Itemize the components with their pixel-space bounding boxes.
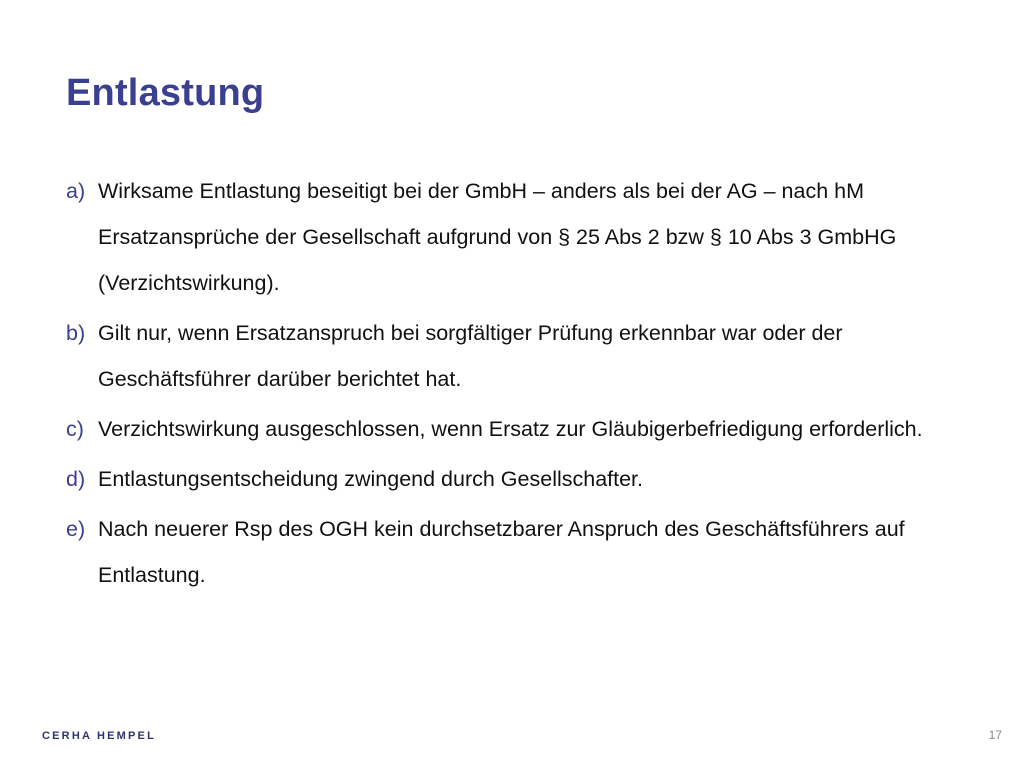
list-marker: d) (66, 467, 86, 491)
list-item-text: Gilt nur, wenn Ersatzanspruch bei sorgfältiger Prüfung erkennbar war oder der Geschäftsführer darüber berichtet hat. (98, 321, 843, 391)
list-item-text: Entlastungsentscheidung zwingend durch Gesellschafter. (98, 467, 644, 491)
list-marker: c) (66, 417, 84, 441)
list-item-text: Wirksame Entlastung beseitigt bei der GmbH – anders als bei der AG – nach hM Ersatzansprüche der Gesellschaft aufgrund von § 25 Abs 2 bzw § 10 Abs 3 GmbHG (Verzichtswirkung). (98, 179, 897, 295)
list-marker: b) (66, 321, 86, 345)
company-logo: CERHA HEMPEL (42, 730, 156, 742)
list-item-text: Nach neuerer Rsp des OGH kein durchsetzbarer Anspruch des Geschäftsführers auf Entlastung. (98, 517, 905, 587)
list-item-b (66, 310, 956, 402)
bullet-list (66, 168, 956, 602)
list-item-c (66, 406, 956, 452)
slide-title: Entlastung (66, 72, 265, 114)
list-item-d (66, 456, 956, 502)
list-item-e (66, 506, 956, 598)
list-marker: e) (66, 517, 86, 541)
list-item-a (66, 168, 956, 306)
list-marker: a) (66, 179, 86, 203)
page-number: 17 (988, 728, 1002, 742)
list-item-text: Verzichtswirkung ausgeschlossen, wenn Ersatz zur Gläubigerbefriedigung erforderlich. (98, 417, 923, 441)
